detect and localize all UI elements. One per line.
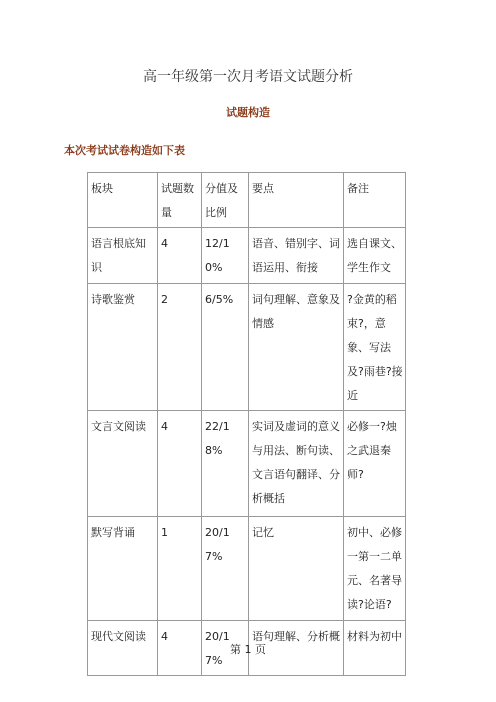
cell-score: 6/5% xyxy=(202,284,249,411)
page-title: 高一年级第一次月考语文试题分析 xyxy=(143,69,353,85)
cell-score: 12/10% xyxy=(202,228,249,284)
exam-structure-table xyxy=(87,172,406,676)
cell-count: 4 xyxy=(158,228,202,284)
page-footer: 第 1 页 xyxy=(230,643,266,656)
cell-section: 默写背诵 xyxy=(88,517,158,621)
cell-notes: 选自课文、学生作文 xyxy=(344,228,406,284)
header-cell-points: 要点 xyxy=(249,173,344,228)
table-row xyxy=(88,411,406,517)
cell-count: 4 xyxy=(158,621,202,676)
cell-section: 诗歌鉴赏 xyxy=(88,284,158,411)
header-cell-count: 试题数量 xyxy=(158,173,202,228)
section-heading: 试题构造 xyxy=(226,106,270,119)
header-cell-section: 板块 xyxy=(88,173,158,228)
table-header-row xyxy=(88,173,406,228)
cell-section: 现代文阅读 xyxy=(88,621,158,676)
table-caption: 本次考试试卷构造如下表 xyxy=(64,144,185,157)
cell-score: 20/17% xyxy=(202,517,249,621)
cell-section: 文言文阅读 xyxy=(88,411,158,517)
cell-points: 语音、错别字、词语运用、衔接 xyxy=(249,228,344,284)
cell-notes: 材料为初中 xyxy=(344,621,406,676)
cell-points: 记忆 xyxy=(249,517,344,621)
cell-count: 1 xyxy=(158,517,202,621)
cell-count: 4 xyxy=(158,411,202,517)
table-row xyxy=(88,228,406,284)
cell-score: 22/18% xyxy=(202,411,249,517)
cell-score: 20/17% xyxy=(202,621,249,676)
header-cell-score: 分值及比例 xyxy=(202,173,249,228)
header-cell-notes: 备注 xyxy=(344,173,406,228)
table-row xyxy=(88,284,406,411)
cell-points: 词句理解、意象及情感 xyxy=(249,284,344,411)
cell-notes: ?金黄的稻束?，意象、写法及?雨巷?接近 xyxy=(344,284,406,411)
cell-points: 实词及虚词的意义与用法、断句读、文言语句翻译、分析概括 xyxy=(249,411,344,517)
cell-notes: 初中、必修一第一二单元、名著导读?论语? xyxy=(344,517,406,621)
cell-points: 语句理解、分析概 xyxy=(249,621,344,676)
cell-section: 语言根底知识 xyxy=(88,228,158,284)
cell-notes: 必修一?烛之武退秦师? xyxy=(344,411,406,517)
table-row xyxy=(88,517,406,621)
cell-count: 2 xyxy=(158,284,202,411)
